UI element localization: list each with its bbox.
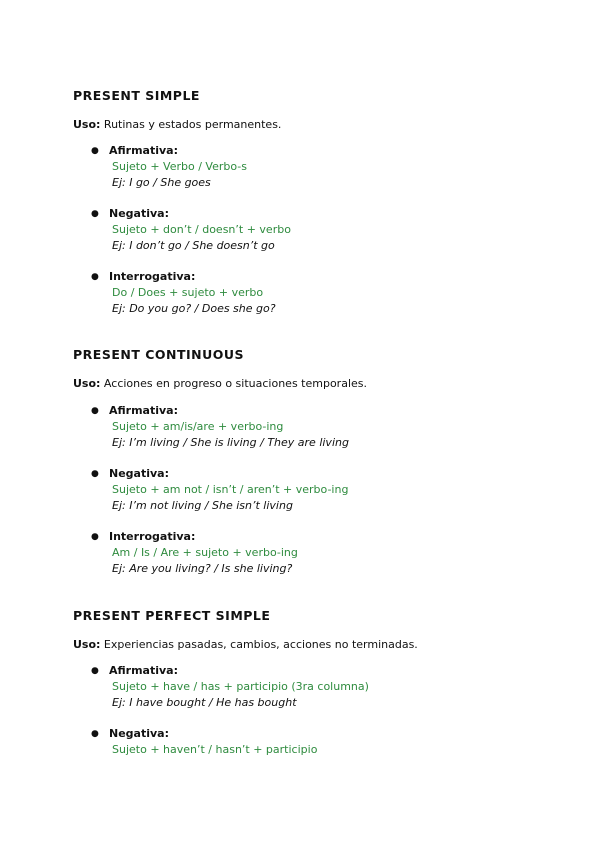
uso-label: Uso:: [73, 118, 101, 131]
bullet-icon: ●: [91, 209, 99, 219]
item-example: Ej: I’m not living / She isn’t living: [112, 499, 293, 512]
section-present-perfect-simple: [73, 608, 573, 756]
item-formula: Sujeto + don’t / doesn’t + verbo: [112, 223, 291, 236]
item-example: Ej: Are you living? / Is she living?: [112, 562, 293, 575]
bullet-icon: ●: [91, 272, 99, 282]
item-label: Negativa:: [109, 207, 169, 220]
section-present-continuous: [73, 347, 573, 575]
uso-line: [73, 377, 367, 391]
uso-label: Uso:: [73, 638, 101, 651]
item-label: Afirmativa:: [109, 664, 178, 677]
uso-line: [73, 638, 418, 652]
item-example: Ej: I’m living / She is living / They are living: [112, 436, 349, 449]
item-formula: Am / Is / Are + sujeto + verbo-ing: [112, 546, 298, 559]
bullet-icon: ●: [91, 532, 99, 542]
item-formula: Sujeto + am/is/are + verbo-ing: [112, 420, 284, 433]
bullet-icon: ●: [91, 146, 99, 156]
item-example: Ej: Do you go? / Does she go?: [112, 302, 276, 315]
item-example: Ej: I have bought / He has bought: [112, 696, 297, 709]
uso-text: Acciones en progreso o situaciones temporales.: [100, 377, 367, 390]
item-label: Afirmativa:: [109, 144, 178, 157]
item-label: Interrogativa:: [109, 270, 196, 283]
section-present-simple: [73, 88, 573, 315]
uso-line: [73, 118, 281, 132]
item-formula: Sujeto + am not / isn’t / aren’t + verbo-ing: [112, 483, 349, 496]
item-label: Negativa:: [109, 467, 169, 480]
item-label: Negativa:: [109, 727, 169, 740]
item-formula: Do / Does + sujeto + verbo: [112, 286, 264, 299]
item-example: Ej: I go / She goes: [112, 176, 211, 189]
item-formula: Sujeto + haven’t / hasn’t + participio: [112, 743, 318, 756]
item-example: Ej: I don’t go / She doesn’t go: [112, 239, 275, 252]
item-label: Afirmativa:: [109, 404, 178, 417]
bullet-icon: ●: [91, 729, 99, 739]
uso-label: Uso:: [73, 377, 101, 390]
item-formula: Sujeto + have / has + participio (3ra columna): [112, 680, 369, 693]
bullet-icon: ●: [91, 666, 99, 676]
section-title: PRESENT PERFECT SIMPLE: [73, 608, 271, 623]
bullet-icon: ●: [91, 406, 99, 416]
item-formula: Sujeto + Verbo / Verbo-s: [112, 160, 247, 173]
uso-text: Rutinas y estados permanentes.: [100, 118, 282, 131]
section-title: PRESENT CONTINUOUS: [73, 347, 245, 362]
uso-text: Experiencias pasadas, cambios, acciones no terminadas.: [100, 638, 418, 651]
item-label: Interrogativa:: [109, 530, 196, 543]
section-title: PRESENT SIMPLE: [73, 88, 200, 103]
bullet-icon: ●: [91, 469, 99, 479]
